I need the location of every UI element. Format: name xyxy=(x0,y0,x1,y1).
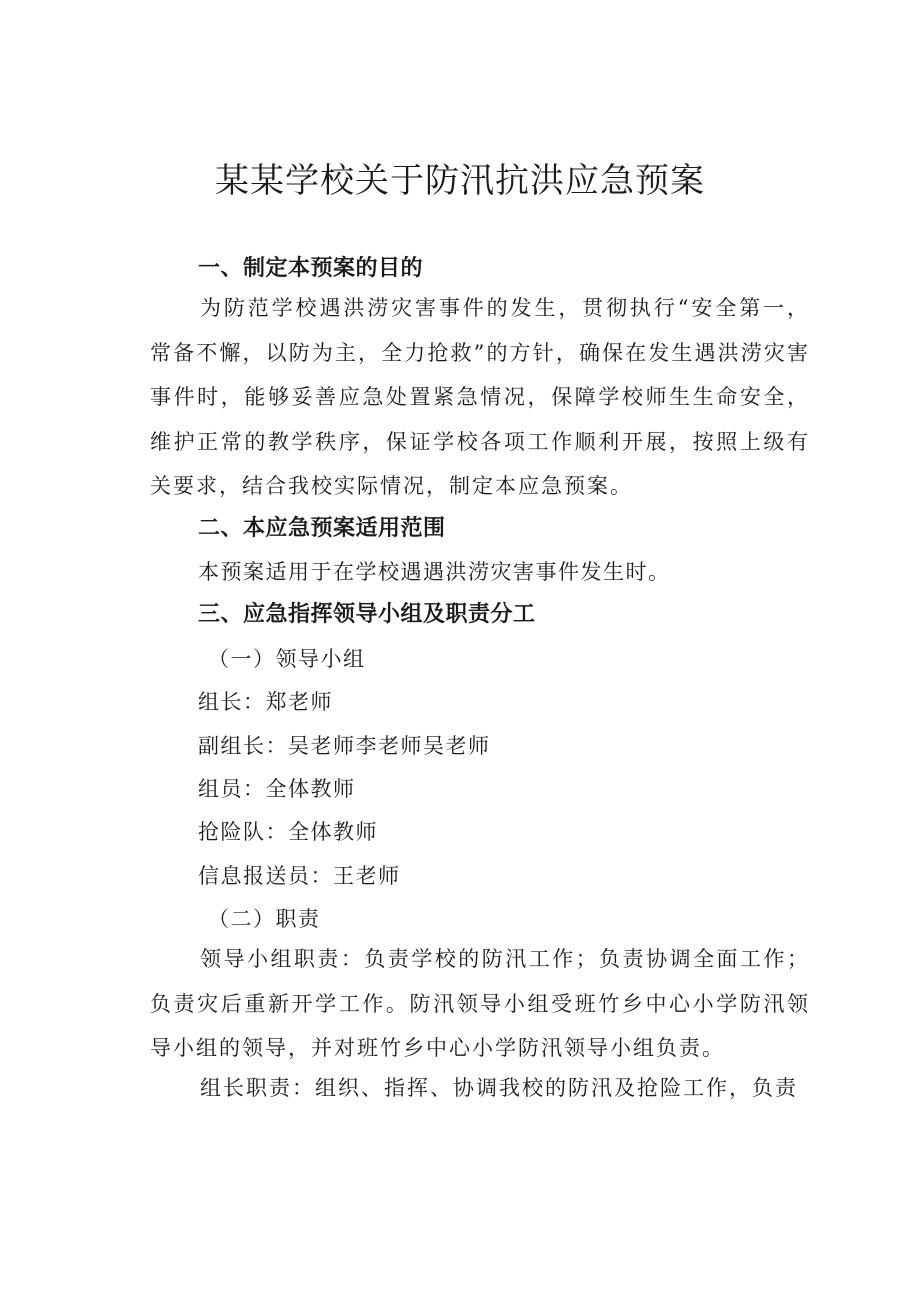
group-leader: 组长：郑老师 xyxy=(198,690,333,714)
leader-duties-paragraph: 组长职责：组织、指挥、协调我校的防汛及抢险工作，负责 xyxy=(200,1076,798,1100)
group-duties-paragraph: 领导小组职责：负责学校的防汛工作；负责协调全面工作；负责灾后重新开学工作。防汛领导小组受班竹乡中心小学防汛领导小组的领导，并对班竹乡中心小学防汛领导小组负责。 xyxy=(150,947,810,1060)
section-3-heading: 三、应急指挥领导小组及职责分工 xyxy=(198,602,536,627)
section-1-heading: 一、制定本预案的目的 xyxy=(198,256,424,281)
group-members: 组员：全体教师 xyxy=(198,777,356,801)
section-2-body: 本预案适用于在学校遇遇洪涝灾害事件发生时。 xyxy=(198,560,671,584)
subsection-duties: （二）职责 xyxy=(208,907,321,931)
subsection-leadership-group: （一）领导小组 xyxy=(208,647,366,671)
rescue-team: 抢险队：全体教师 xyxy=(198,820,378,844)
section-2-heading: 二、本应急预案适用范围 xyxy=(198,516,446,541)
deputy-leaders: 副组长：吴老师李老师吴老师 xyxy=(198,734,491,758)
information-messenger: 信息报送员：王老师 xyxy=(198,864,401,888)
section-1-body: 为防范学校遇洪涝灾害事件的发生，贯彻执行“安全第一，常备不懈，以防为主，全力抢救”的方针，确保在发生遇洪涝灾害事件时，能够妥善应急处置紧急情况，保障学校师生生命安全，维护正常的教学秩序，保证学校各项工作顺利开展，按照上级有关要求，结合我校实际情况，制定本应急预案。 xyxy=(150,296,810,498)
document-title: 某某学校关于防汛抗洪应急预案 xyxy=(215,161,705,201)
